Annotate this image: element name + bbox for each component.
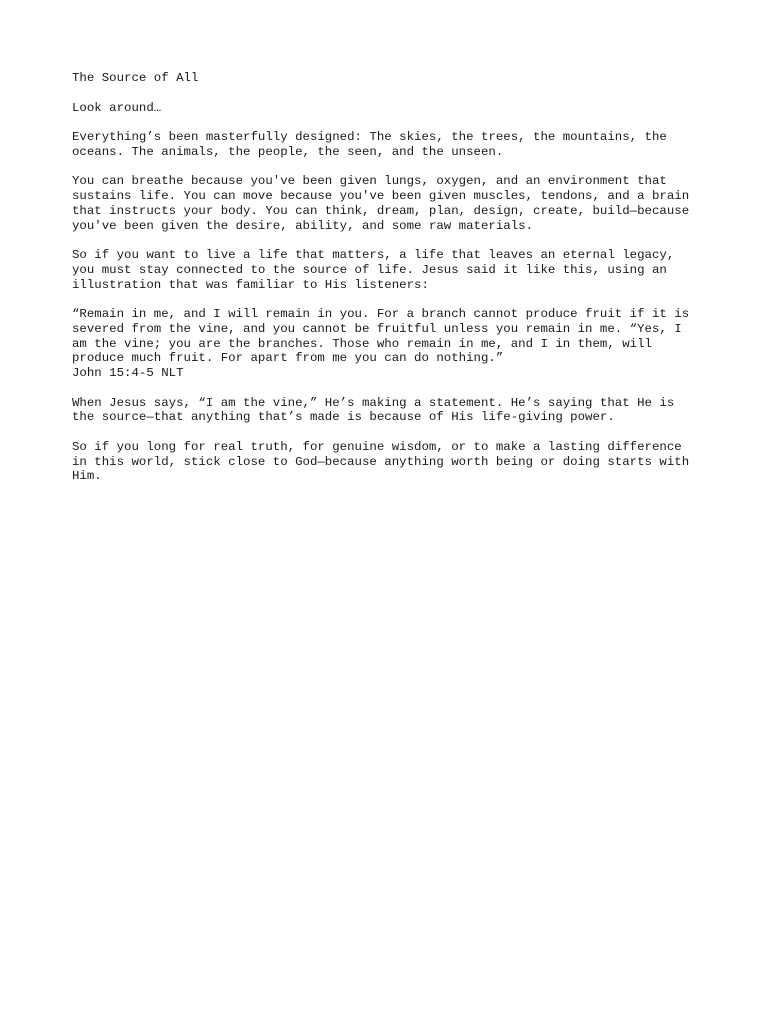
paragraph-design: [72, 130, 712, 160]
text-line: So if you long for real truth, for genuine wisdom, or to make a lasting difference: [72, 439, 682, 454]
paragraph-breathe: [72, 174, 712, 233]
text-line: you've been given the desire, ability, and some raw materials.: [72, 218, 534, 233]
text-line: oceans. The animals, the people, the seen, and the unseen.: [72, 144, 504, 159]
text-line: the source—that anything that’s made is because of His life-giving power.: [72, 410, 615, 425]
scripture-reference: John 15:4-5 NLT: [72, 366, 184, 380]
quote-line: “Remain in me, and I will remain in you. For a branch cannot produce fruit if it is: [72, 307, 690, 321]
text-line: So if you want to live a life that matters, a life that leaves an eternal legacy,: [72, 248, 675, 262]
scripture-quote: [72, 307, 712, 381]
intro-paragraph: [72, 101, 712, 116]
paragraph-legacy: [72, 248, 712, 292]
text-line: in this world, stick close to God—because anything worth being or doing starts with: [72, 454, 690, 469]
quote-line: severed from the vine, and you cannot be fruitful unless you remain in me. “Yes, I: [72, 321, 682, 336]
text-line: When Jesus says, “I am the vine,” He’s making a statement. He’s saying that He is: [72, 395, 675, 410]
text-line: You can breathe because you've been given lungs, oxygen, and an environment that: [72, 174, 667, 189]
paragraph-vine: [72, 396, 712, 426]
title-line: The Source of All: [72, 71, 199, 85]
text-line: illustration that was familiar to His listeners:: [72, 277, 429, 292]
document-page: [72, 71, 712, 499]
paragraph-conclusion: [72, 440, 712, 484]
text-line: you must stay connected to the source of life. Jesus said it like this, using an: [72, 262, 667, 277]
text-line: Everything’s been masterfully designed: The skies, the trees, the mountains, the: [72, 130, 667, 144]
quote-line: am the vine; you are the branches. Those who remain in me, and I in them, will: [72, 336, 652, 351]
text-line: that instructs your body. You can think, dream, plan, design, create, build—because: [72, 203, 690, 218]
quote-line: produce much fruit. For apart from me you can do nothing.”: [72, 351, 504, 366]
text-line: sustains life. You can move because you've been given muscles, tendons, and a brain: [72, 189, 690, 203]
intro-line: Look around…: [72, 100, 162, 115]
document-title: [72, 71, 712, 86]
text-line: Him.: [72, 469, 102, 484]
